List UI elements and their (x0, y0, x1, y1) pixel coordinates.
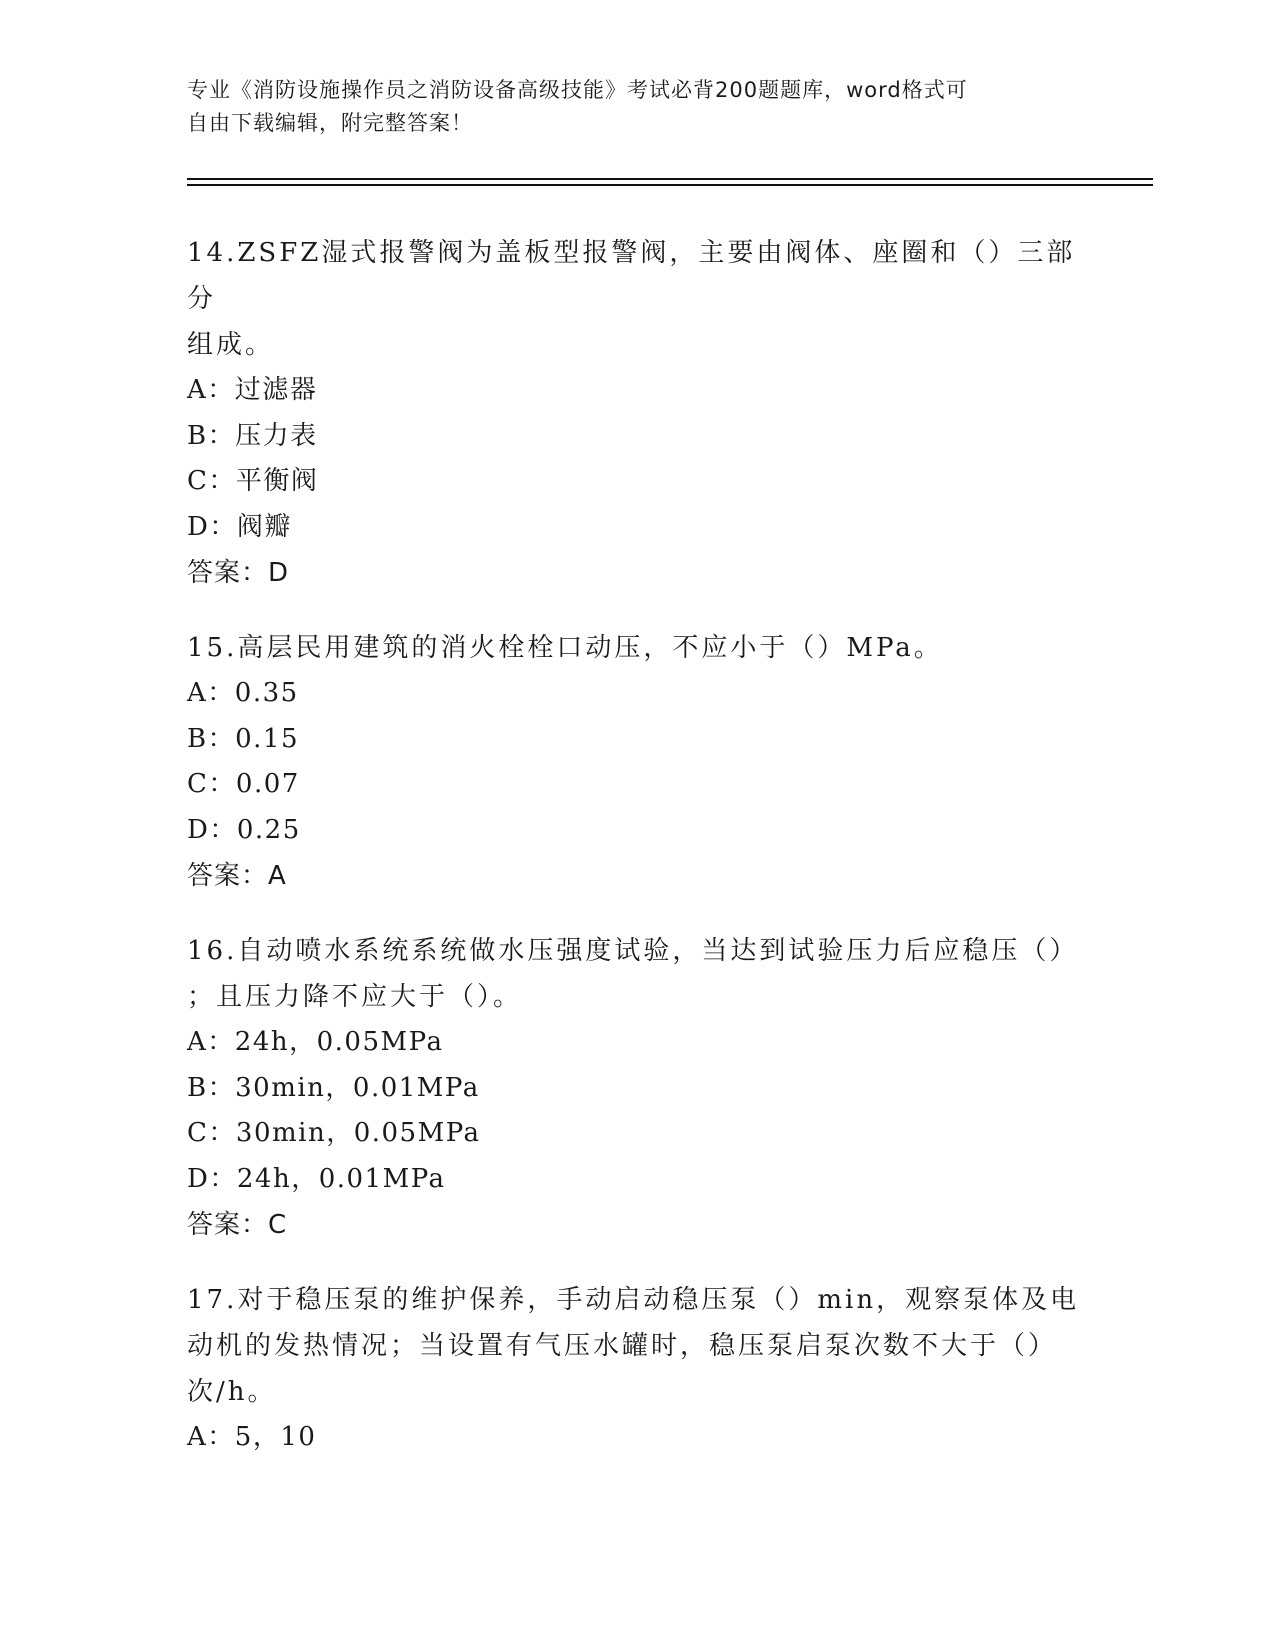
option-key: B： (187, 1072, 236, 1103)
option-text: 过滤器 (234, 375, 318, 405)
header-divider-top (187, 178, 1153, 180)
answer-option (187, 717, 1087, 763)
question-text: 动机的发热情况；当设置有气压水罐时，稳压泵启泵次数不大于（） (187, 1331, 1058, 1361)
question-list (187, 230, 1087, 1490)
question-text: 次/h。 (187, 1377, 277, 1407)
option-text: 0.25 (236, 814, 301, 845)
option-text: 30min，0.01MPa (235, 1072, 480, 1103)
option-text: 阀瓣 (236, 511, 292, 542)
answer-option (187, 505, 1087, 551)
option-text: 0.07 (235, 769, 300, 799)
answer-option (187, 808, 1087, 854)
answer-option (187, 1111, 1087, 1157)
header-line-1: 专业《消防设施操作员之消防设备高级技能》考试必背200题题库，word格式可 (187, 78, 968, 102)
answer-option (187, 1066, 1087, 1112)
question-text: ；且压力降不应大于（）。 (187, 982, 523, 1012)
option-key: A： (187, 375, 235, 405)
document-header (187, 74, 1067, 140)
answer-label: 答案：A (187, 861, 287, 891)
option-key: C： (187, 466, 236, 496)
question-text: 15.高层民用建筑的消火栓栓口动压，不应小于（）MPa。 (187, 633, 943, 663)
question-text: 16.自动喷水系统系统做水压强度试验，当达到试验压力后应稳压（） (187, 936, 1079, 966)
question-block (187, 1277, 1087, 1461)
option-key: A： (187, 678, 235, 708)
option-key: C： (187, 769, 236, 799)
answer-option (187, 414, 1087, 460)
answer-option (187, 671, 1087, 717)
option-key: A： (187, 1422, 235, 1452)
option-text: 30min，0.05MPa (235, 1118, 481, 1148)
option-text: 24h，0.01MPa (236, 1163, 446, 1194)
question-block (187, 230, 1087, 596)
option-key: B： (187, 723, 236, 754)
header-line-2: 自由下载编辑，附完整答案！ (187, 111, 473, 135)
option-text: 平衡阀 (235, 466, 319, 496)
question-text: 14.ZSFZ湿式报警阀为盖板型报警阀，主要由阀体、座圈和（）三部分 (187, 238, 1076, 314)
option-key: B： (187, 420, 236, 451)
answer-option (187, 1020, 1087, 1066)
option-text: 0.35 (234, 678, 299, 708)
answer-label: 答案：C (187, 1210, 288, 1240)
answer-label: 答案：D (187, 558, 290, 588)
option-key: D： (187, 511, 237, 542)
option-key: D： (187, 814, 237, 845)
option-key: D： (187, 1163, 237, 1194)
question-text: 17.对于稳压泵的维护保养，手动启动稳压泵（）min，观察泵体及电 (187, 1285, 1080, 1315)
answer-option (187, 368, 1087, 414)
option-text: 5，10 (234, 1422, 317, 1452)
option-key: A： (187, 1027, 235, 1057)
question-text: 组成。 (187, 330, 275, 360)
option-text: 压力表 (235, 420, 318, 451)
option-text: 24h，0.05MPa (234, 1027, 444, 1057)
option-key: C： (187, 1118, 236, 1148)
question-block (187, 625, 1087, 899)
answer-option (187, 1415, 1087, 1461)
option-text: 0.15 (235, 723, 299, 754)
header-divider-bottom (187, 184, 1153, 186)
answer-option (187, 459, 1087, 505)
answer-option (187, 762, 1087, 808)
answer-option (187, 1157, 1087, 1203)
question-block (187, 928, 1087, 1248)
